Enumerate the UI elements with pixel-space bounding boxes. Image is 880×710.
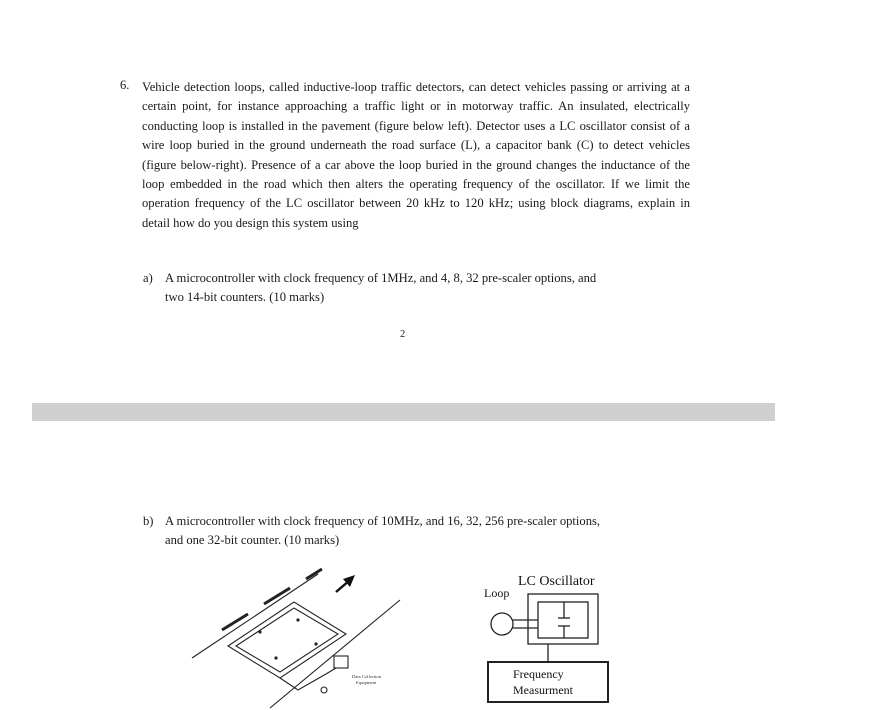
part-a-text xyxy=(165,269,685,307)
part-b-text xyxy=(165,512,685,550)
data-collection-cabinet xyxy=(334,656,348,668)
page-separator xyxy=(32,403,775,421)
lc-oscillator-figure xyxy=(478,570,628,708)
part-b-line2: and one 32-bit counter. (10 marks) xyxy=(165,533,340,547)
question-text: Vehicle detection loops, called inductive-loop traffic detectors, can detect vehicles passing or arriving at a certain point, for instance approaching a traffic light or in motorway traffic. An insulated, electrically conducting loop is installed in the pavement (figure below left). Detector uses a LC oscillator consist of a wire loop buried in the ground underneath the road surface (L), a capacitor bank (C) to detect vehicles (figure below-right). Presence of a car above the loop buried in the ground changes the inductance of the loop embedded in the road which then alters the operating frequency of the oscillator. If we limit the operation frequency of the LC oscillator between 20 kHz to 120 kHz; using block diagrams, explain in detail how do you design this system using xyxy=(142,80,690,230)
part-a-label: a) xyxy=(143,271,153,285)
oscillator-inner-box xyxy=(538,602,588,638)
road-edge-right xyxy=(270,600,400,708)
part-a-line1: A microcontroller with clock frequency of 1MHz, and 4, 8, 32 pre-scaler options, and xyxy=(165,271,597,285)
loop-label: Loop xyxy=(484,586,510,600)
lane-dashes xyxy=(222,569,322,630)
part-b-label: b) xyxy=(143,514,154,528)
question-number: 6. xyxy=(120,78,130,92)
part-a-line2: two 14-bit counters. (10 marks) xyxy=(165,290,325,304)
lead-in-wire xyxy=(280,674,326,690)
loop-coil-icon xyxy=(491,613,513,635)
page-number: 2 xyxy=(400,329,406,340)
buried-loop-inner xyxy=(236,608,338,672)
oscillator-title: LC Oscillator xyxy=(518,574,595,589)
road-loop-figure xyxy=(190,562,420,710)
equipment-label-1: Data Collection xyxy=(352,674,381,679)
frequency-box-line2: Measurment xyxy=(513,683,573,697)
direction-arrow-icon xyxy=(336,575,355,592)
part-b-line1: A microcontroller with clock frequency of 10MHz, and 16, 32, 256 pre-scaler options, xyxy=(165,514,601,528)
frequency-box-line1: Frequency xyxy=(513,667,564,681)
pole-base xyxy=(321,687,327,693)
equipment-label-2: Equipment xyxy=(356,680,377,685)
road-edge-left xyxy=(192,574,318,658)
